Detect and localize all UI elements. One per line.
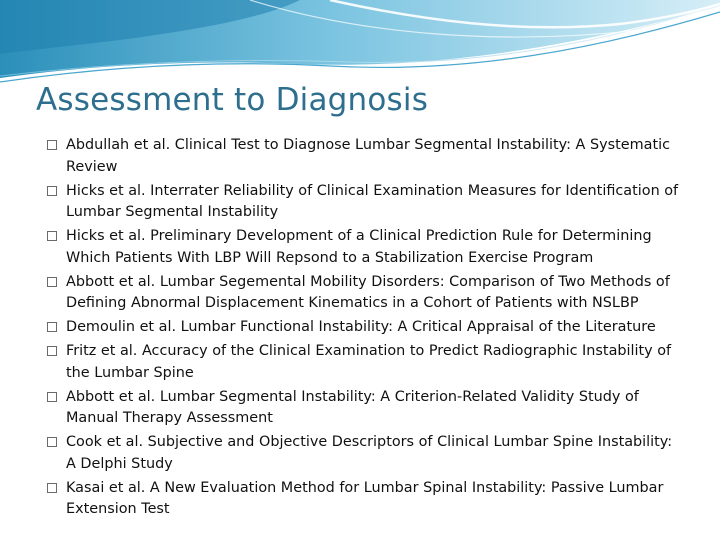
reference-text: Hicks et al. Preliminary Development of a Clinical Prediction Rule for Determining Which Patients With LBP Will Repsond to a Stabilization Exercise Program [66,228,652,266]
reference-item [47,478,683,521]
square-bullet-icon [47,392,57,402]
reference-text: Kasai et al. A New Evaluation Method for Lumbar Spinal Instability: Passive Lumbar Extension Test [66,479,664,517]
reference-item [47,135,683,178]
reference-text: Abbott et al. Lumbar Segemental Mobility Disorders: Comparison of Two Methods of Defining Abnormal Displacement Kinematics in a Cohort of Patients with NSLBP [66,273,670,311]
wave-header-decoration [0,0,720,90]
square-bullet-icon [47,322,57,332]
reference-text: Hicks et al. Interrater Reliability of Clinical Examination Measures for Identification of Lumbar Segmental Instability [66,182,679,220]
reference-text: Abbott et al. Lumbar Segmental Instability: A Criterion-Related Validity Study of Manual Therapy Assessment [66,388,639,426]
reference-item [47,226,683,269]
slide-title: Assessment to Diagnosis [36,82,429,118]
square-bullet-icon [47,437,57,447]
reference-text: Abdullah et al. Clinical Test to Diagnose Lumbar Segmental Instability: A Systematic Review [66,137,670,175]
reference-item [47,387,683,430]
reference-item [47,181,683,224]
reference-text: Demoulin et al. Lumbar Functional Instability: A Critical Appraisal of the Literature [66,319,656,335]
square-bullet-icon [47,277,57,287]
reference-item [47,341,683,384]
square-bullet-icon [47,140,57,150]
reference-text: Fritz et al. Accuracy of the Clinical Examination to Predict Radiographic Instability of the Lumbar Spine [66,343,672,381]
square-bullet-icon [47,186,57,196]
reference-list [47,135,683,523]
reference-item [47,272,683,315]
reference-item [47,432,683,475]
square-bullet-icon [47,483,57,493]
square-bullet-icon [47,346,57,356]
reference-item [47,317,683,339]
square-bullet-icon [47,231,57,241]
reference-text: Cook et al. Subjective and Objective Descriptors of Clinical Lumbar Spine Instability: A Delphi Study [66,434,673,472]
